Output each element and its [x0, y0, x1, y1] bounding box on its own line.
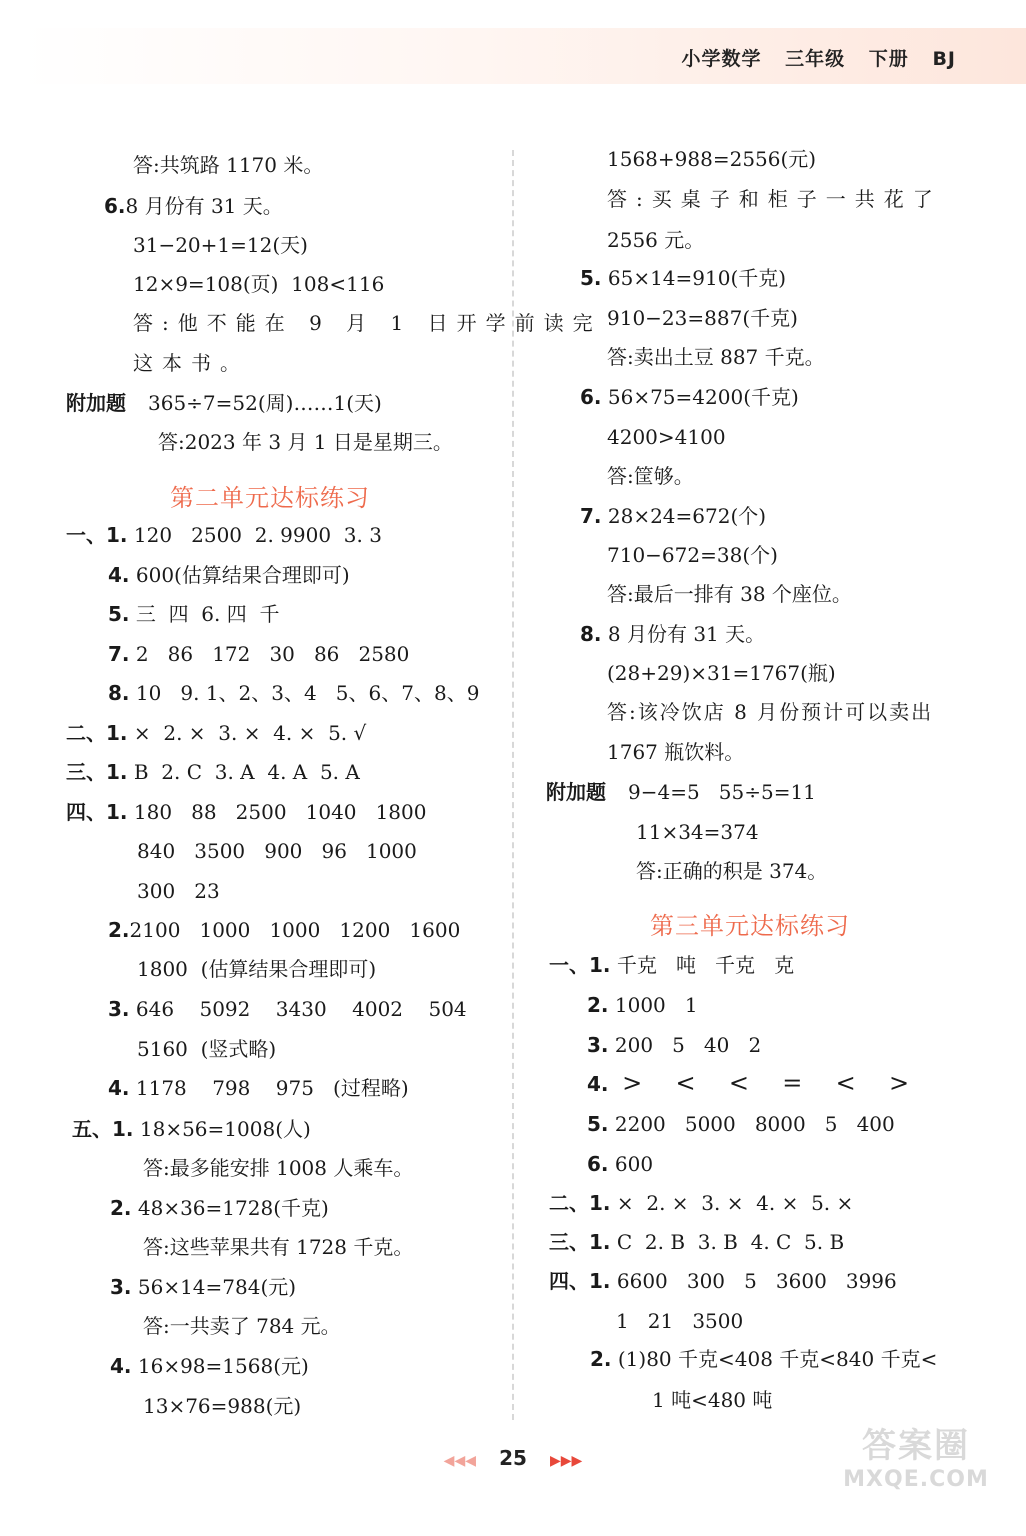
question-line: 7. 2 86 172 30 86 2580 [108, 642, 410, 666]
question-line: 2.2100 1000 1000 1200 1600 [108, 918, 461, 942]
header-grade: 三年级 [785, 48, 846, 70]
question-line: 二、1. × 2. × 3. × 4. × 5. √ [66, 721, 367, 745]
page-header [666, 44, 956, 71]
equation-line: 1 吨<480 吨 [652, 1388, 773, 1412]
header-edition: BJ [932, 48, 956, 70]
equation-line: (28+29)×31=1767(瓶) [607, 661, 836, 685]
answer-line: 答:最多能安排 1008 人乘车。 [143, 1156, 414, 1180]
question-line: 5. 2200 5000 8000 5 400 [587, 1112, 895, 1136]
watermark-url: MXQE.COM [843, 1467, 989, 1492]
section-title-unit-3: 第三单元达标练习 [650, 912, 850, 940]
question-line: 二、1. × 2. × 3. × 4. × 5. × [549, 1191, 854, 1215]
equation-line: 910−23=887(千克) [607, 306, 798, 330]
question-line: 8. 8 月份有 31 天。 [580, 622, 766, 646]
answer-line: 答:他不能在 9 月 1 日开学前读完 [133, 311, 602, 335]
question-line: 4. 1178 798 975 (过程略) [108, 1076, 409, 1100]
answer-line: 1 21 3500 [616, 1309, 744, 1333]
question-line: 4. > < < = < > [587, 1069, 916, 1097]
question-line: 4. 600(估算结果合理即可) [108, 563, 350, 587]
answer-line: 答:买桌子和柜子一共花了 [607, 187, 942, 211]
answer-line: 答:最后一排有 38 个座位。 [607, 582, 852, 606]
answer-line: 1767 瓶饮料。 [607, 740, 745, 764]
header-volume: 下册 [868, 48, 909, 70]
equation-line: 13×76=988(元) [143, 1394, 302, 1418]
question-line: 6. 56×75=4200(千克) [580, 385, 799, 409]
answer-line: 答:卖出土豆 887 千克。 [607, 345, 825, 369]
answer-line: 300 23 [137, 879, 220, 903]
answer-line: 1800 (估算结果合理即可) [137, 957, 377, 981]
question-line: 3. 646 5092 3430 4002 504 [108, 997, 467, 1021]
answer-line: 答:这些苹果共有 1728 千克。 [143, 1235, 414, 1259]
question-line: 四、1. 180 88 2500 1040 1800 [66, 800, 427, 824]
question-line: 5. 65×14=910(千克) [580, 266, 787, 290]
answer-line: 2556 元。 [607, 228, 705, 252]
bonus-question-line: 附加题 9−4=5 55÷5=11 [546, 780, 816, 804]
equation-line: 710−672=38(个) [607, 543, 778, 567]
question-line: 三、1. B 2. C 3. A 4. A 5. A [66, 760, 360, 784]
answer-line: 5160 (竖式略) [137, 1037, 277, 1061]
answer-line: 840 3500 900 96 1000 [137, 839, 417, 863]
answer-line: 答:一共卖了 784 元。 [143, 1314, 341, 1338]
question-line: 2. 48×36=1728(千克) [110, 1196, 329, 1220]
watermark-logo: 答案圈 [862, 1426, 970, 1466]
question-line: 3. 200 5 40 2 [587, 1033, 762, 1057]
column-divider [512, 150, 514, 1420]
equation-line: 31−20+1=12(天) [133, 233, 308, 257]
answer-line: 答:正确的积是 374。 [636, 859, 828, 883]
answer-line: 答:该冷饮店 8 月份预计可以卖出 [607, 700, 934, 724]
prev-arrows-icon: ◀◀◀ [443, 1453, 476, 1469]
section-title-unit-2: 第二单元达标练习 [170, 484, 370, 512]
watermark [826, 1418, 1006, 1514]
question-line: 三、1. C 2. B 3. B 4. C 5. B [549, 1230, 845, 1254]
question-line: 3. 56×14=784(元) [110, 1275, 297, 1299]
question-line: 2. (1)80 千克<408 千克<840 千克< [590, 1347, 938, 1371]
equation-line: 4200>4100 [607, 425, 726, 449]
question-line: 五、1. 18×56=1008(人) [72, 1117, 311, 1141]
bonus-question-line: 附加题 365÷7=52(周)……1(天) [66, 391, 382, 415]
question-line: 6.8 月份有 31 天。 [104, 194, 283, 218]
equation-line: 11×34=374 [636, 820, 759, 844]
answer-line: 答:共筑路 1170 米。 [133, 153, 324, 177]
question-line: 4. 16×98=1568(元) [110, 1354, 309, 1378]
answer-line: 这本书。 [133, 351, 249, 375]
equation-line: 12×9=108(页) 108<116 [133, 272, 385, 296]
answer-line: 答:筐够。 [607, 464, 694, 488]
question-line: 5. 三 四 6. 四 千 [108, 602, 280, 626]
question-line: 8. 10 9. 1、2、3、4 5、6、7、8、9 [108, 681, 480, 705]
equation-line: 1568+988=2556(元) [607, 147, 817, 171]
question-line: 7. 28×24=672(个) [580, 504, 767, 528]
question-line: 一、1. 千克 吨 千克 克 [549, 953, 795, 977]
next-arrows-icon: ▶▶▶ [550, 1453, 583, 1469]
question-line: 四、1. 6600 300 5 3600 3996 [549, 1269, 897, 1293]
question-line: 一、1. 120 2500 2. 9900 3. 3 [66, 523, 382, 547]
header-subject: 小学数学 [681, 48, 762, 70]
question-line: 2. 1000 1 [587, 993, 698, 1017]
question-line: 6. 600 [587, 1152, 654, 1176]
page-number: 25 [499, 1446, 527, 1470]
answer-line: 答:2023 年 3 月 1 日是星期三。 [158, 430, 453, 454]
